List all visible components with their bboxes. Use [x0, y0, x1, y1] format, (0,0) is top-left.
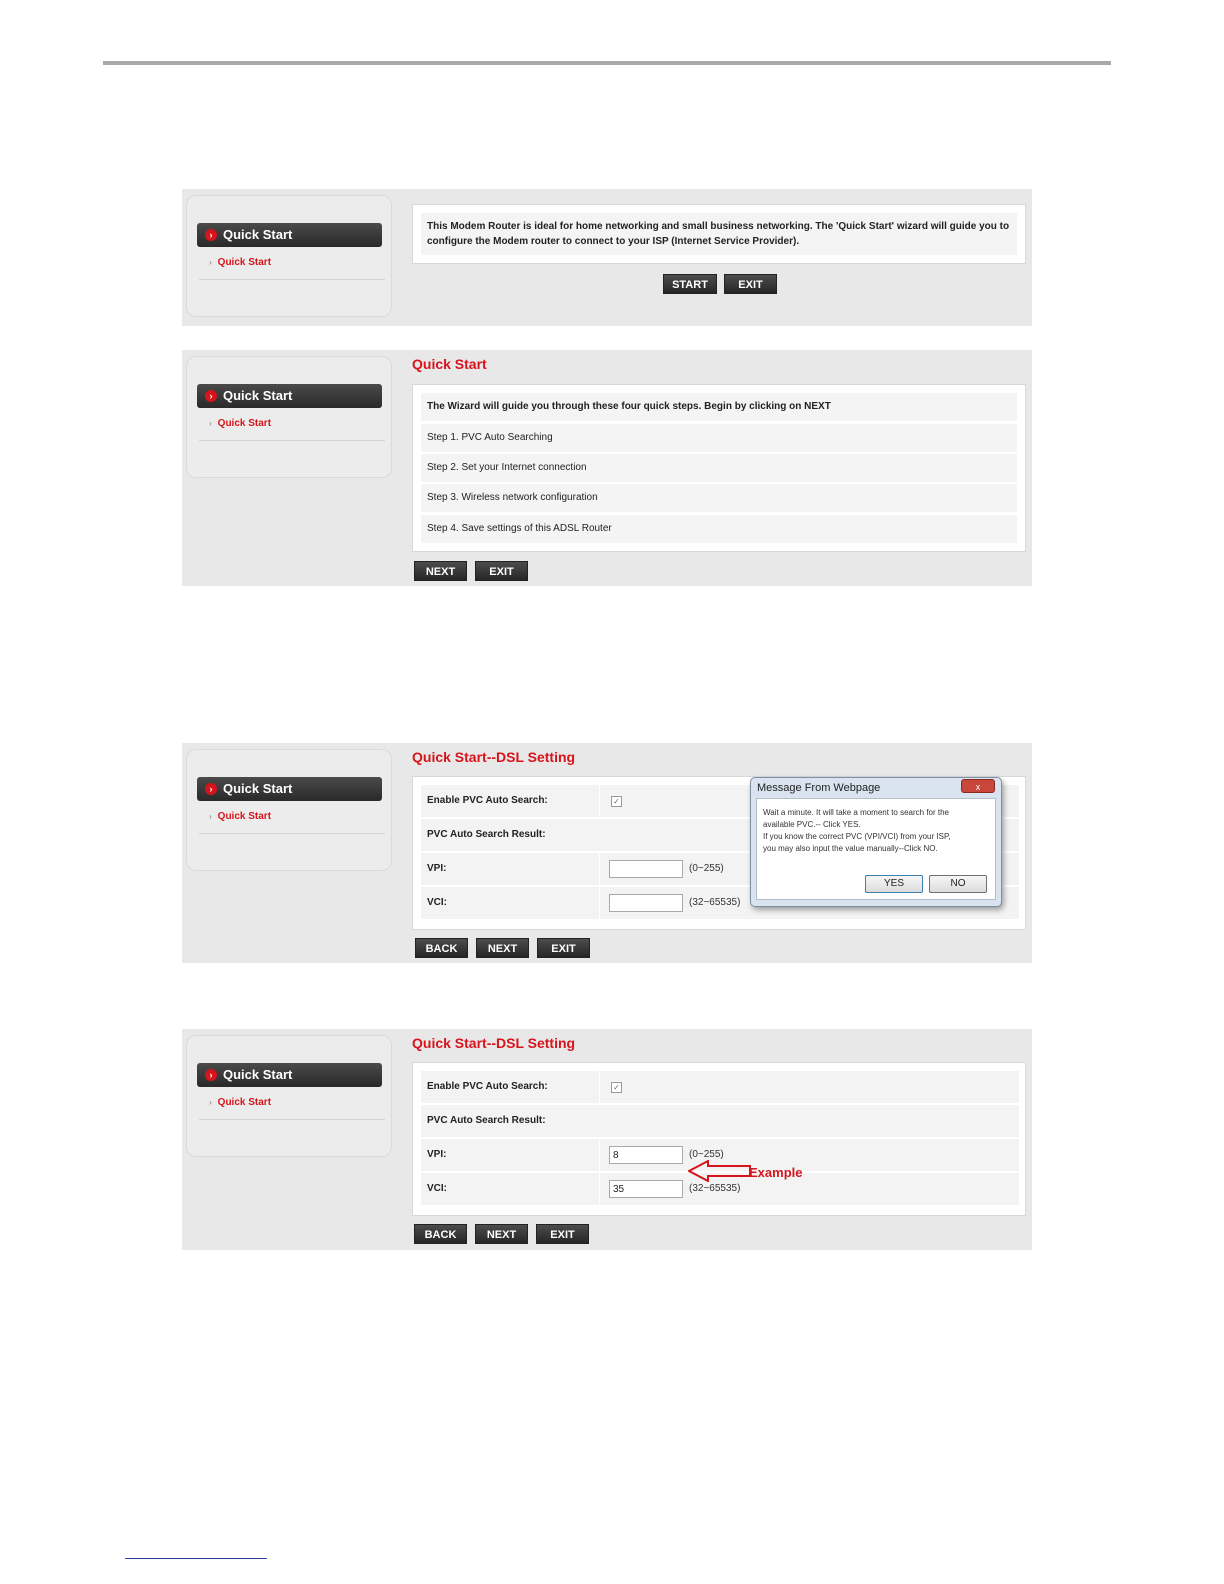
divider — [199, 833, 385, 834]
start-button[interactable]: START — [663, 274, 717, 294]
dsl-setting-dialog-panel — [182, 743, 1032, 963]
dsl-form — [412, 1062, 1026, 1216]
vpi-input[interactable] — [609, 860, 683, 878]
list-item: The Wizard will guide you through these four quick steps. Begin by clicking on NEXT — [421, 393, 1017, 421]
list-item: Step 4. Save settings of this ADSL Router — [421, 515, 1017, 543]
divider — [599, 785, 600, 817]
quick-start-intro-panel — [182, 189, 1032, 326]
vpi-label: VPI: — [427, 863, 447, 874]
sidebar-header[interactable] — [197, 223, 382, 247]
sidebar-item-quick-start[interactable] — [209, 811, 271, 822]
sidebar — [186, 1035, 392, 1157]
sidebar-header[interactable] — [197, 384, 382, 408]
sidebar — [186, 195, 392, 317]
yes-button[interactable]: YES — [865, 875, 923, 893]
enable-pvc-label: Enable PVC Auto Search: — [427, 1081, 548, 1092]
sidebar-item-quick-start[interactable] — [209, 257, 271, 268]
divider — [599, 853, 600, 885]
enable-pvc-checkbox[interactable]: ✓ — [611, 796, 622, 807]
divider — [199, 279, 385, 280]
sidebar-item-label: Quick Start — [217, 418, 272, 429]
close-icon[interactable]: x — [961, 779, 995, 793]
sidebar-item-label: Quick Start — [217, 257, 272, 268]
chevron-right-icon: › — [205, 390, 217, 402]
sidebar-item-label: Quick Start — [217, 811, 272, 822]
vci-input[interactable]: 35 — [609, 1180, 683, 1198]
sidebar-header[interactable] — [197, 777, 382, 801]
page-title: Quick Start--DSL Setting — [412, 1035, 576, 1051]
back-button[interactable]: BACK — [415, 938, 468, 958]
dialog-line: you may also input the value manually--Click NO. — [763, 844, 938, 853]
divider — [599, 1139, 600, 1171]
sidebar-item-label: Quick Start — [217, 1097, 272, 1108]
sidebar-item-quick-start[interactable] — [209, 418, 271, 429]
message-dialog — [750, 777, 1002, 907]
sidebar-header[interactable] — [197, 1063, 382, 1087]
divider — [199, 1119, 385, 1120]
divider — [599, 1173, 600, 1205]
example-annotation: Example — [749, 1165, 803, 1180]
exit-button[interactable]: EXIT — [475, 561, 528, 581]
sidebar-header-label: Quick Start — [223, 388, 293, 403]
vpi-range: (0~255) — [689, 863, 724, 874]
intro-text: This Modem Router is ideal for home networking and small business networking. The 'Quick Start' wizard will guide you to configure the Modem router to connect to your ISP (Internet Service Provider). — [421, 213, 1017, 255]
bullet-icon: › — [209, 419, 212, 428]
exit-button[interactable]: EXIT — [537, 938, 590, 958]
vci-range: (32~65535) — [689, 1183, 741, 1194]
steps-box — [412, 384, 1026, 552]
sidebar-header-label: Quick Start — [223, 781, 293, 796]
dialog-line: Wait a minute. It will take a moment to search for the — [763, 808, 949, 817]
vci-range: (32~65535) — [689, 897, 741, 908]
vci-label: VCI: — [427, 897, 447, 908]
exit-button[interactable]: EXIT — [536, 1224, 589, 1244]
arrow-left-icon — [688, 1160, 752, 1182]
no-button[interactable]: NO — [929, 875, 987, 893]
list-item: Step 2. Set your Internet connection — [421, 454, 1017, 482]
dialog-message — [763, 807, 989, 855]
bullet-icon: › — [209, 258, 212, 267]
top-rule — [103, 61, 1111, 65]
form-row-enable — [421, 1071, 1019, 1103]
quick-start-steps-panel — [182, 350, 1032, 586]
sidebar-header-label: Quick Start — [223, 227, 293, 242]
page-title: Quick Start — [412, 356, 487, 372]
list-item: Step 1. PVC Auto Searching — [421, 424, 1017, 452]
enable-pvc-label: Enable PVC Auto Search: — [427, 795, 548, 806]
dialog-line: If you know the correct PVC (VPI/VCI) from your ISP, — [763, 832, 951, 841]
chevron-right-icon: › — [205, 783, 217, 795]
enable-pvc-checkbox[interactable]: ✓ — [611, 1082, 622, 1093]
vpi-label: VPI: — [427, 1149, 447, 1160]
sidebar-item-quick-start[interactable] — [209, 1097, 271, 1108]
chevron-right-icon: › — [205, 1069, 217, 1081]
intro-box — [412, 204, 1026, 264]
page-title: Quick Start--DSL Setting — [412, 749, 576, 765]
bottom-rule — [125, 1558, 267, 1559]
list-item: Step 3. Wireless network configuration — [421, 484, 1017, 512]
exit-button[interactable]: EXIT — [724, 274, 777, 294]
dialog-title: Message From Webpage — [757, 782, 881, 794]
form-row-result — [421, 1105, 1019, 1137]
vci-label: VCI: — [427, 1183, 447, 1194]
sidebar — [186, 749, 392, 871]
sidebar — [186, 356, 392, 478]
bullet-icon: › — [209, 812, 212, 821]
vpi-input[interactable]: 8 — [609, 1146, 683, 1164]
dialog-body — [756, 798, 996, 900]
pvc-result-label: PVC Auto Search Result: — [427, 829, 546, 840]
dsl-setting-example-panel — [182, 1029, 1032, 1250]
divider — [599, 1071, 600, 1103]
back-button[interactable]: BACK — [414, 1224, 467, 1244]
divider — [199, 440, 385, 441]
next-button[interactable]: NEXT — [414, 561, 467, 581]
divider — [599, 887, 600, 919]
vci-input[interactable] — [609, 894, 683, 912]
pvc-result-label: PVC Auto Search Result: — [427, 1115, 546, 1126]
bullet-icon: › — [209, 1098, 212, 1107]
next-button[interactable]: NEXT — [475, 1224, 528, 1244]
next-button[interactable]: NEXT — [476, 938, 529, 958]
chevron-right-icon: › — [205, 229, 217, 241]
dialog-line: available PVC.-- Click YES. — [763, 820, 861, 829]
sidebar-header-label: Quick Start — [223, 1067, 293, 1082]
vpi-range: (0~255) — [689, 1149, 724, 1160]
